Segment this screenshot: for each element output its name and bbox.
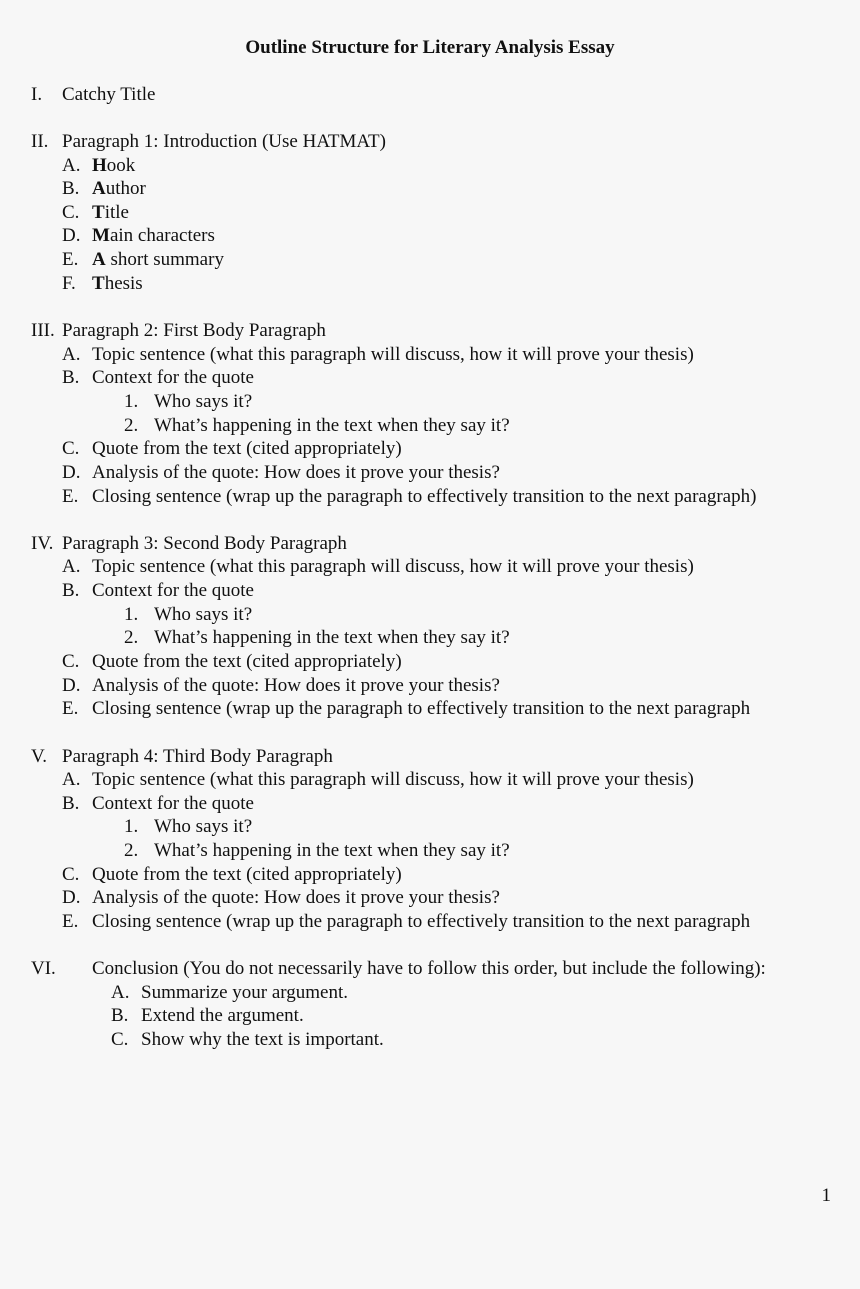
item-initial: A bbox=[92, 178, 106, 199]
item-rest: itle bbox=[104, 202, 129, 223]
item-letter: A. bbox=[62, 344, 81, 365]
item-letter: C. bbox=[62, 864, 80, 885]
item-text: Analysis of the quote: How does it prove your thesis? bbox=[92, 887, 500, 908]
item-letter: D. bbox=[62, 225, 81, 246]
item-initial: H bbox=[92, 155, 107, 176]
section-heading: Catchy Title bbox=[62, 84, 156, 105]
item-text: Closing sentence (wrap up the paragraph to effectively transition to the next paragraph) bbox=[92, 486, 757, 507]
subitem-text: Who says it? bbox=[154, 604, 253, 625]
subitem-number: 2. bbox=[124, 415, 139, 436]
item-text bbox=[92, 248, 224, 272]
subitem-number: 1. bbox=[124, 816, 139, 837]
item-rest: uthor bbox=[105, 178, 146, 199]
item-text: Extend the argument. bbox=[141, 1005, 304, 1026]
subitem-text: What’s happening in the text when they say it? bbox=[154, 627, 510, 648]
subitem-text: Who says it? bbox=[154, 391, 253, 412]
subitem-text: What’s happening in the text when they say it? bbox=[154, 840, 510, 861]
item-rest: ook bbox=[106, 155, 136, 176]
item-letter: B. bbox=[62, 367, 80, 388]
item-text: Summarize your argument. bbox=[141, 982, 349, 1003]
subitem-number: 2. bbox=[124, 840, 139, 861]
item-rest: short summary bbox=[105, 249, 224, 270]
subitem-number: 2. bbox=[124, 627, 139, 648]
item-text: Quote from the text (cited appropriately) bbox=[92, 864, 402, 885]
item-text bbox=[92, 201, 129, 225]
item-letter: A. bbox=[62, 155, 81, 176]
item-text: Quote from the text (cited appropriately) bbox=[92, 438, 402, 459]
item-text: Quote from the text (cited appropriately) bbox=[92, 651, 402, 672]
item-text: Context for the quote bbox=[92, 580, 254, 601]
subitem-text: What’s happening in the text when they say it? bbox=[154, 415, 510, 436]
item-initial: T bbox=[92, 202, 105, 223]
item-initial: A bbox=[92, 249, 106, 270]
item-text: Context for the quote bbox=[92, 367, 254, 388]
page-number: 1 bbox=[821, 1185, 831, 1206]
item-rest: hesis bbox=[104, 273, 143, 294]
section-heading: Paragraph 2: First Body Paragraph bbox=[62, 320, 326, 341]
item-letter: B. bbox=[111, 1005, 129, 1026]
item-letter: D. bbox=[62, 462, 81, 483]
item-letter: F. bbox=[62, 273, 76, 294]
item-letter: E. bbox=[62, 486, 79, 507]
subitem-text: Who says it? bbox=[154, 816, 253, 837]
section-numeral: IV. bbox=[31, 533, 54, 554]
item-letter: C. bbox=[62, 438, 80, 459]
section-heading: Paragraph 1: Introduction (Use HATMAT) bbox=[62, 131, 386, 152]
item-letter: B. bbox=[62, 793, 80, 814]
item-letter: B. bbox=[62, 178, 80, 199]
section-numeral: III. bbox=[31, 320, 55, 341]
item-text: Topic sentence (what this paragraph will discuss, how it will prove your thesis) bbox=[92, 769, 694, 790]
item-letter: A. bbox=[111, 982, 130, 1003]
item-letter: D. bbox=[62, 675, 81, 696]
item-text: Analysis of the quote: How does it prove your thesis? bbox=[92, 675, 500, 696]
item-letter: B. bbox=[62, 580, 80, 601]
item-text: Topic sentence (what this paragraph will discuss, how it will prove your thesis) bbox=[92, 344, 694, 365]
item-letter: C. bbox=[62, 651, 80, 672]
item-text bbox=[92, 177, 146, 201]
item-text: Show why the text is important. bbox=[141, 1029, 384, 1050]
item-text: Closing sentence (wrap up the paragraph to effectively transition to the next paragraph bbox=[92, 911, 751, 932]
item-text bbox=[92, 272, 143, 296]
item-text bbox=[92, 224, 215, 248]
item-letter: E. bbox=[62, 249, 79, 270]
item-letter: A. bbox=[62, 769, 81, 790]
section-heading: Paragraph 4: Third Body Paragraph bbox=[62, 746, 333, 767]
item-text: Topic sentence (what this paragraph will discuss, how it will prove your thesis) bbox=[92, 556, 694, 577]
item-text bbox=[92, 154, 135, 178]
item-letter: D. bbox=[62, 887, 81, 908]
item-text: Analysis of the quote: How does it prove your thesis? bbox=[92, 462, 500, 483]
section-heading: Conclusion (You do not necessarily have to follow this order, but include the following): bbox=[92, 958, 766, 979]
section-numeral: I. bbox=[31, 84, 43, 105]
section-numeral: V. bbox=[31, 746, 48, 767]
item-rest: ain characters bbox=[109, 225, 215, 246]
section-numeral: VI. bbox=[31, 958, 56, 979]
item-text: Context for the quote bbox=[92, 793, 254, 814]
section-heading: Paragraph 3: Second Body Paragraph bbox=[62, 533, 347, 554]
item-letter: A. bbox=[62, 556, 81, 577]
item-letter: C. bbox=[62, 202, 80, 223]
item-letter: E. bbox=[62, 698, 79, 719]
subitem-number: 1. bbox=[124, 391, 139, 412]
section-numeral: II. bbox=[31, 131, 49, 152]
item-initial: T bbox=[92, 273, 105, 294]
item-text: Closing sentence (wrap up the paragraph to effectively transition to the next paragraph bbox=[92, 698, 751, 719]
item-initial: M bbox=[92, 225, 110, 246]
subitem-number: 1. bbox=[124, 604, 139, 625]
item-letter: E. bbox=[62, 911, 79, 932]
item-letter: C. bbox=[111, 1029, 129, 1050]
document-title: Outline Structure for Literary Analysis Essay bbox=[245, 37, 615, 58]
